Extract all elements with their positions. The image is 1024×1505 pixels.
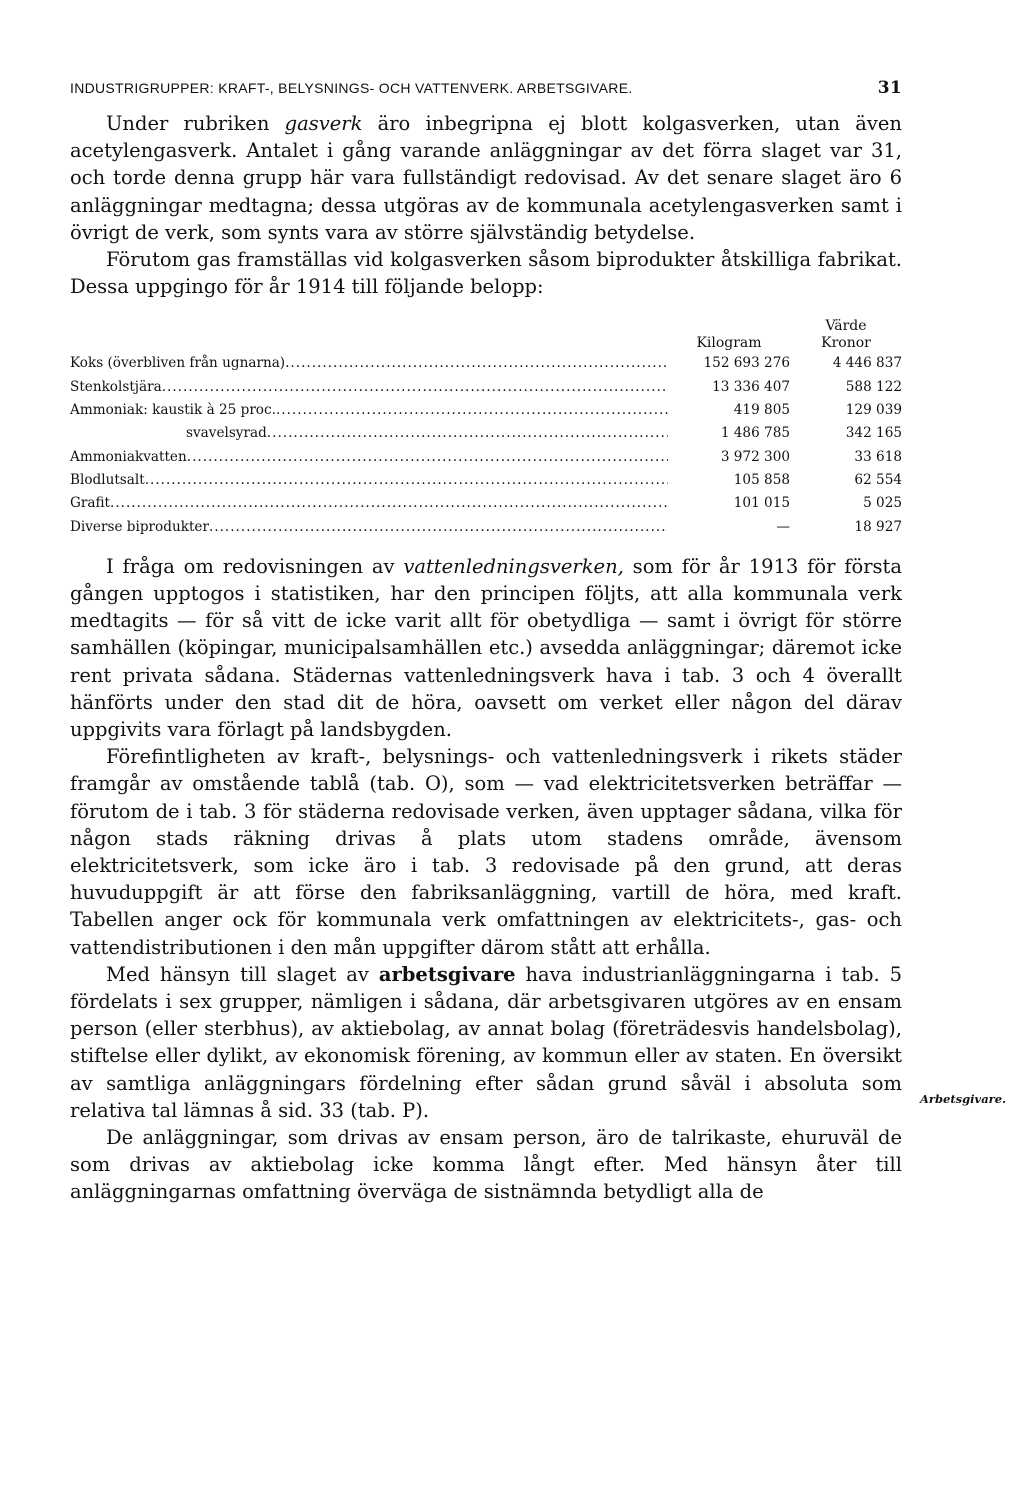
leader-dots (267, 422, 668, 445)
row-label-text: svavelsyrad (186, 425, 267, 442)
row-label (70, 492, 668, 515)
paragraph-anlaggningar: De anläggningar, som drivas av ensam person, äro de talrikaste, ehuruväl de som drivas av aktiebolag icke komma långt efter. Med hänsyn åter till anläggningarnas omfattning överväga de sistnämnda betydligt alla de (70, 1126, 902, 1204)
paragraph-biprodukter: Förutom gas framställas vid kolgasverken såsom biprodukter åtskilliga fabrikat. Dessa uppgingo för år 1914 till följande belopp: (70, 248, 902, 299)
row-kilogram: 419 805 (733, 402, 790, 419)
paragraph-gasverk (70, 110, 902, 246)
para1-text-a: Under rubriken (106, 112, 285, 135)
col-value-header (790, 318, 902, 352)
running-header (70, 78, 902, 98)
table-row (70, 399, 902, 422)
para1-text-c: äro inbegripna ej blott kolgasverken, utan även acetylengasverk. Antalet i gång varande anläggningar av det förra slaget var 31, och torde denna grupp här vara fullständigt redovisad. Av det senare slaget äro 6 anläggningar medtagna; dessa utgöras av de kommunala acetylengasverken samt i övrigt de verk, som synts vara av större självständig betydelse. (70, 112, 902, 244)
leader-dots (187, 446, 668, 469)
col-kilogram-header: Kilogram (696, 335, 762, 352)
table-row (70, 446, 902, 469)
leader-dots (145, 469, 668, 492)
row-label-text: Ammoniak: kaustik à 25 proc. (70, 402, 276, 419)
page-number: 31 (877, 78, 902, 98)
table-row (70, 352, 902, 375)
table-row (70, 422, 902, 445)
row-value: 4 446 837 (832, 355, 902, 372)
row-label-text: Stenkolstjära (70, 378, 162, 395)
leader-dots (162, 376, 668, 399)
row-kilogram: 1 486 785 (720, 425, 790, 442)
row-kilogram: 105 858 (733, 471, 790, 488)
col-value-header-line2: Kronor (821, 335, 871, 352)
row-kilogram: — (776, 518, 790, 535)
row-label (70, 376, 668, 399)
row-value: 62 554 (854, 471, 902, 488)
table-row (70, 516, 902, 539)
row-label (70, 399, 668, 422)
leader-dots (110, 492, 668, 515)
row-label-text: Ammoniakvatten (70, 448, 187, 465)
paragraph-forefintlighet: Förefintligheten av kraft-, belysnings- och vattenledningsverk i rikets städer framgår av omstående tablå (tab. O), som — vad elektricitetsverken beträffar — förutom de i tab. 3 för städerna redovisade verken, även upptager sådana, vilka för någon stads räkning drivas å plats utom stadens område, ävensom elektricitetsverk, som icke äro i tab. 3 redovisade på den grund, att deras huvuduppgift är att förse den fabriksanläggning, vartill de höra, med kraft. Tabellen anger ock för kommunala verk omfattningen av elektricitets-, gas- och vattendistributionen i den mån uppgifter därom stått att erhålla. (70, 745, 902, 959)
row-label-text: Diverse biprodukter (70, 518, 209, 535)
table-body (70, 352, 902, 538)
para5-term: arbetsgivare (378, 962, 516, 986)
table-header (70, 310, 902, 352)
paragraph-arbetsgivare (70, 961, 902, 1124)
row-value: 5 025 (863, 495, 902, 512)
para1-term: gasverk (284, 112, 363, 135)
para3-term: vattenledningsverken, (403, 554, 624, 578)
row-label (70, 469, 668, 492)
table-row (70, 469, 902, 492)
row-label (70, 352, 668, 375)
row-value: 588 122 (845, 378, 902, 395)
margin-note: Arbetsgivare. (920, 1092, 1007, 1106)
leader-dots (276, 399, 668, 422)
row-label (70, 422, 668, 445)
row-kilogram: 101 015 (733, 495, 790, 512)
para3-text-a: I fråga om redovisningen av (106, 554, 404, 578)
col-value-header-line1: Värde (825, 318, 867, 335)
row-label (70, 446, 668, 469)
row-kilogram: 3 972 300 (720, 448, 790, 465)
para3-text-c: som för år 1913 för första gången upptogos i statistiken, har den principen följts, att alla kommunala verk medtagits — för så vitt de icke varit allt för obetydliga — samt i övrigt för större samhällen (köpingar, municipalsamhällen etc.) avsedda anläggningar; däremot icke rent privata sådana. Städernas vattenledningsverk hava i tab. 3 och 4 överallt hänförts under den stad dit de höra, oavsett om verket eller någon del därav uppgivits vara förlagt på landsbygden. (70, 554, 902, 742)
para5-text-a: Med hänsyn till slaget av (106, 962, 379, 986)
row-value: 129 039 (845, 402, 902, 419)
table-row (70, 492, 902, 515)
row-label-text: Koks (överbliven från ugnarna) (70, 355, 286, 372)
row-value: 33 618 (854, 448, 902, 465)
row-kilogram: 13 336 407 (712, 378, 790, 395)
paragraph-vattenledning (70, 553, 902, 743)
leader-dots (209, 516, 668, 539)
para5-text-c: hava industrianläggningarna i tab. 5 fördelats i sex grupper, nämligen i sådana, där arbetsgivaren utgöres av en ensam person (eller sterbhus), av aktiebolag, av annat bolag (företrädesvis handelsbolag), stiftelse eller dylikt, av ekonomisk förening, av kommun eller av staten. En översikt av samtliga anläggningars fördelning efter sådan grund såväl i absoluta som relativa tal lämnas å sid. 33 (tab. P). (70, 962, 902, 1122)
table-row (70, 376, 902, 399)
row-label-text: Grafit (70, 495, 110, 512)
biproducts-table (70, 310, 902, 538)
row-kilogram: 152 693 276 (703, 355, 790, 372)
row-label-text: Blodlutsalt (70, 471, 145, 488)
leader-dots (285, 352, 668, 375)
page (70, 78, 902, 1206)
row-value: 342 165 (845, 425, 902, 442)
row-label (70, 516, 668, 539)
row-value: 18 927 (854, 518, 902, 535)
header-title: INDUSTRIGRUPPER: KRAFT-, BELYSNINGS- OCH VATTENVERK. ARBETSGIVARE. (70, 80, 633, 96)
